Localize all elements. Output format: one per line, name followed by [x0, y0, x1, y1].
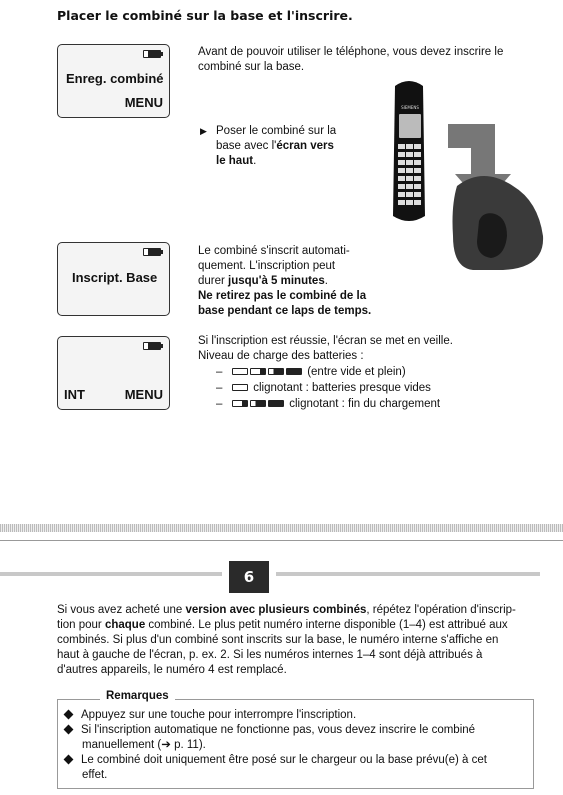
battery-low-icon: [232, 400, 248, 407]
remarks-title: Remarques: [100, 690, 175, 702]
display-line-1: Inscript. Base: [72, 270, 158, 285]
page-separator-line: [0, 540, 563, 541]
page-separator-band: [0, 524, 563, 532]
battery-mid-icon: [250, 400, 266, 407]
reg-line-2: quement. L'inscription peut: [198, 260, 336, 272]
body-line-3: combinés. Si plus d'un combiné sont inscrits sur la base, le numéro interne s'affiche en: [57, 634, 499, 646]
intro-line-1: Avant de pouvoir utiliser le téléphone, vous devez inscrire le: [198, 46, 504, 58]
battery-icon: [143, 342, 161, 350]
success-line-2: Niveau de charge des batteries :: [198, 350, 364, 362]
step-line-1: Poser le combiné sur la: [216, 125, 337, 137]
battery-mid-icon: [268, 368, 284, 375]
bullet-diamond-icon: [64, 710, 74, 720]
battery-icon: [143, 248, 161, 256]
handset-screen: [399, 114, 421, 138]
intro-line-2: combiné sur la base.: [198, 61, 305, 73]
battery-low-icon: [250, 368, 266, 375]
display-softkey-menu: MENU: [124, 387, 163, 402]
remark-item-2: Si l'inscription automatique ne fonctionne pas, vous devez inscrire le combiné: [65, 723, 475, 737]
success-line-1: Si l'inscription est réussie, l'écran se met en veille.: [198, 335, 453, 347]
battery-level-item-1: – (entre vide et plein): [216, 366, 406, 378]
phone-illustration: [383, 76, 548, 272]
reg-warning-line-1: Ne retirez pas le combiné de la: [198, 290, 367, 302]
header-rule-right: [276, 572, 540, 576]
remark-item-2-cont: manuellement (➔ p. 11).: [82, 739, 206, 751]
battery-level-item-2: – clignotant : batteries presque vides: [216, 382, 431, 394]
body-line-2: tion pour chaque combiné. Le plus petit numéro interne disponible (1–4) est attribué aux: [57, 619, 508, 631]
battery-icon: [143, 50, 161, 58]
reg-line-3: durer jusqu'à 5 minutes.: [198, 275, 328, 287]
body-line-4: haut à gauche de l'écran, p. ex. 2. Si les numéros internes 1–4 sont déjà attribués à: [57, 649, 483, 661]
bullet-diamond-icon: [64, 755, 74, 765]
handset-brand: SIEMENS: [401, 105, 419, 110]
battery-level-item-3: – clignotant : fin du chargement: [216, 398, 441, 410]
arrow-right-icon: ▶: [200, 127, 207, 137]
battery-empty-icon: [232, 384, 248, 391]
display-softkey-menu: MENU: [124, 95, 163, 110]
display-softkey-int: INT: [64, 387, 85, 402]
handset-display-register: [57, 44, 170, 118]
remark-item-3-cont: effet.: [82, 769, 108, 781]
reg-warning-line-2: base pendant ce laps de temps.: [198, 305, 372, 317]
display-line-1: Enreg. combiné: [66, 71, 164, 86]
reg-line-1: Le combiné s'inscrit automati-: [198, 245, 350, 257]
body-line-1: Si vous avez acheté une version avec plusieurs combinés, répétez l'opération d'inscrip-: [57, 604, 516, 616]
body-line-5: d'autres appareils, le numéro 4 est remplacé.: [57, 664, 287, 676]
handset-display-idle: [57, 336, 170, 410]
step-line-2: base avec l'écran vers: [216, 140, 334, 152]
bullet-diamond-icon: [64, 725, 74, 735]
section-title: Placer le combiné sur la base et l'inscrire.: [57, 8, 353, 23]
page-number: 6: [229, 561, 269, 593]
battery-full-icon: [268, 400, 284, 407]
battery-full-icon: [286, 368, 302, 375]
handset-display-registering: [57, 242, 170, 316]
remark-item-3: Le combiné doit uniquement être posé sur le chargeur ou la base prévu(e) à cet: [65, 753, 487, 767]
header-rule-left: [0, 572, 222, 576]
step-line-3: le haut.: [216, 155, 257, 167]
remark-item-1: Appuyez sur une touche pour interrompre l'inscription.: [65, 708, 356, 722]
battery-empty-icon: [232, 368, 248, 375]
